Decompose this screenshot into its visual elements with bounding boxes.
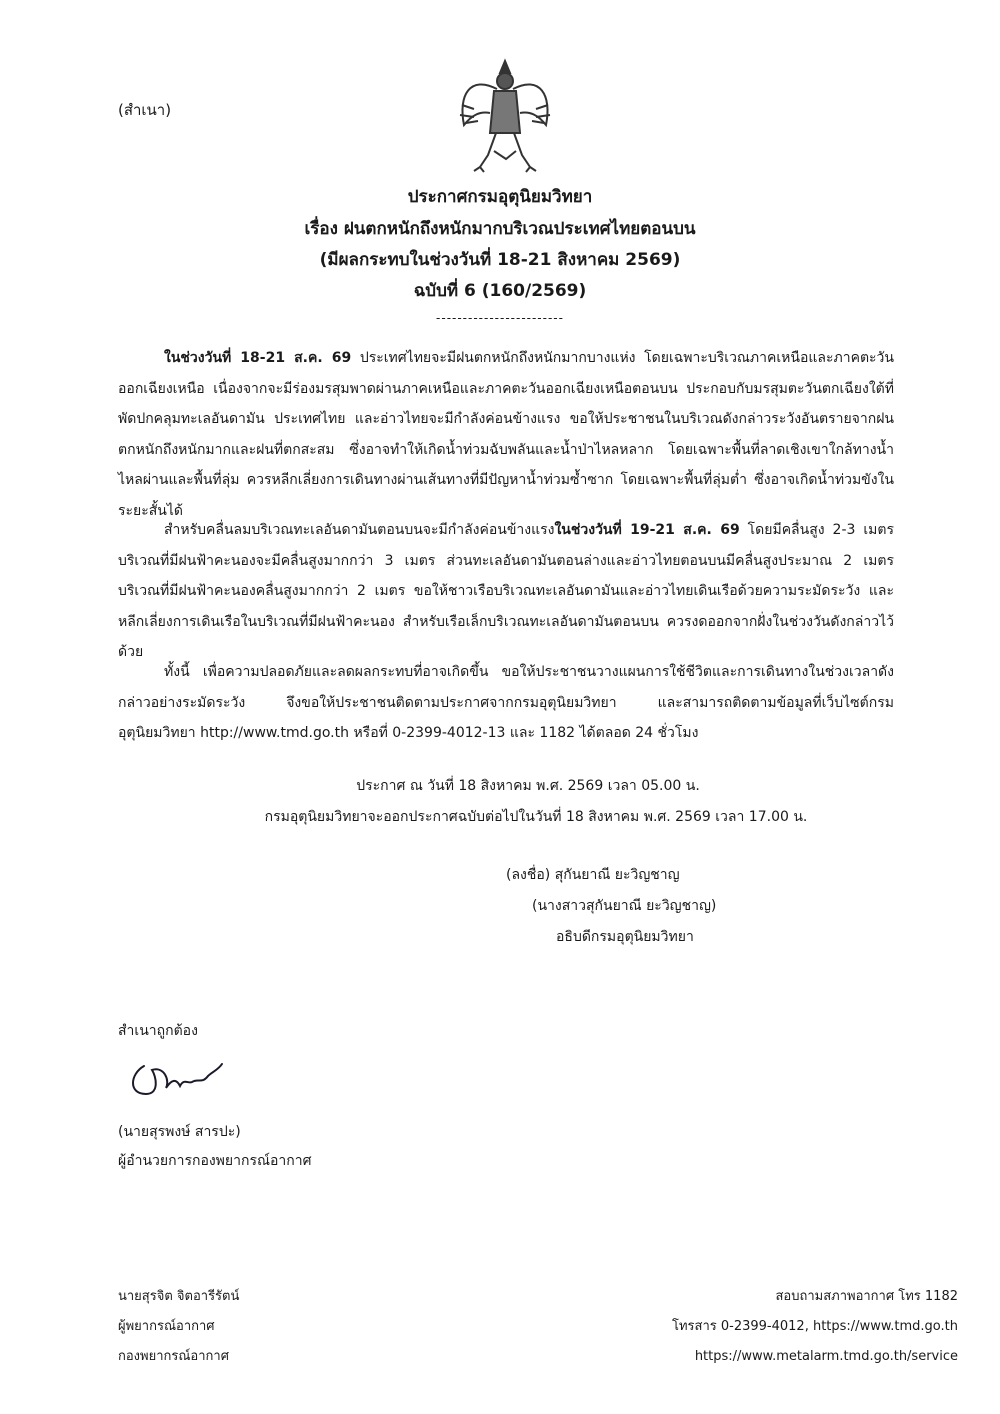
- footer-forecaster-division: กองพยากรณ์อากาศ: [118, 1349, 229, 1364]
- garuda-emblem-icon: [450, 55, 560, 175]
- announcement-subject: เรื่อง ฝนตกหนักถึงหนักมากบริเวณประเทศไทยตอนบน: [304, 219, 696, 239]
- paragraph-safety-text: ทั้งนี้ เพื่อความปลอดภัยและลดผลกระทบที่อาจเกิดขึ้น ขอให้ประชาชนวางแผนการใช้ชีวิตและการเดินทางในช่วงเวลาดังกล่าวอย่างระมัดระวัง จึงขอให้ประชาชนติดตามประกาศจากกรมอุตุนิยมวิทยา และสามารถติดตามข้อมูลที่เว็บไซต์กรมอุตุนิยมวิทยา http://www.tmd.go.th หรือที่ 0-2399-4012-13 และ 1182 ได้ตลอด 24 ชั่วโมง: [118, 664, 894, 741]
- footer-service-link: https://www.metalarm.tmd.go.th/service: [694, 1349, 958, 1364]
- paragraph-wave-warning: [118, 515, 894, 668]
- footer-forecaster: [118, 1282, 239, 1372]
- paragraph-wave-text-a: สำหรับคลื่นลมบริเวณทะเลอันดามันตอนบนจะมีกำลังค่อนข้างแรง: [164, 522, 555, 538]
- copy-label: (สำเนา): [118, 101, 172, 119]
- signatory-position: อธิบดีกรมอุตุนิยมวิทยา: [556, 929, 694, 945]
- handwritten-signature-icon: [126, 1054, 226, 1102]
- certifier-block: [118, 1118, 311, 1176]
- signatory-block: [506, 860, 716, 953]
- footer-contact: [672, 1282, 958, 1372]
- paragraph-safety-advice: [118, 657, 894, 749]
- announcement-issue-number: ฉบับที่ 6 (160/2569): [413, 281, 587, 301]
- paragraph-rain-text: ประเทศไทยจะมีฝนตกหนักถึงหนักมากบางแห่ง โดยเฉพาะบริเวณภาคเหนือและภาคตะวันออกเฉียงเหนือ เนื่องจากจะมีร่องมรสุมพาดผ่านภาคเหนือและภาคตะวันออกเฉียงเหนือตอนบน ประกอบกับมรสุมตะวันตกเฉียงใต้ที่พัดปกคลุมทะเลอันดามัน ประเทศไทย และอ่าวไทยจะมีกำลังค่อนข้างแรง ขอให้ประชาชนในบริเวณดังกล่าวระวังอันตรายจากฝนตกหนักถึงหนักมากและฝนที่ตกสะสม ซึ่งอาจทำให้เกิดน้ำท่วมฉับพลันและน้ำป่าไหลหลาก โดยเฉพาะพื้นที่ลาดเชิงเขาใกล้ทางน้ำไหลผ่านและพื้นที่ลุ่ม ควรหลีกเลี่ยงการเดินทางผ่านเส้นทางที่มีปัญหาน้ำท่วมซ้ำซาก โดยเฉพาะพื้นที่ลุ่มต่ำ ซึ่งอาจเกิดน้ำท่วมขังในระยะสั้นได้: [118, 350, 894, 519]
- certifier-position: ผู้อำนวยการกองพยากรณ์อากาศ: [118, 1153, 312, 1169]
- paragraph-wave-text-b: โดยมีคลื่นสูง 2-3 เมตร บริเวณที่มีฝนฟ้าคะนองจะมีคลื่นสูงมากกว่า 3 เมตร ส่วนทะเลอันดามันตอนล่างและอ่าวไทยตอนบนมีคลื่นสูงประมาณ 2 เมตร บริเวณที่มีฝนฟ้าคะนองคลื่นสูงมากกว่า 2 เมตร ขอให้ชาวเรือบริเวณทะเลอันดามันและอ่าวไทยเดินเรือด้วยความระมัดระวัง และหลีกเลี่ยงการเดินเรือในบริเวณที่มีฝนฟ้าคะนอง สำหรับเรือเล็กบริเวณทะเลอันดามันตอนบน ควรงดออกจากฝั่งในช่วงวันดังกล่าวไว้ด้วย: [118, 522, 894, 660]
- announcement-impact-period: (มีผลกระทบในช่วงวันที่ 18-21 สิงหาคม 2569): [319, 250, 681, 270]
- next-issue-datetime: กรมอุตุนิยมวิทยาจะออกประกาศฉบับต่อไปในวันที่ 18 สิงหาคม พ.ศ. 2569 เวลา 17.00 น.: [264, 809, 808, 825]
- certified-copy-label: สำเนาถูกต้อง: [118, 1023, 198, 1039]
- paragraph-wave-period: ในช่วงวันที่ 19-21 ส.ค. 69: [554, 522, 740, 538]
- footer-forecaster-name: นายสุรจิต จิตอารีรัตน์: [118, 1289, 240, 1304]
- paragraph-rain-period: ในช่วงวันที่ 18-21 ส.ค. 69: [164, 350, 352, 366]
- paragraph-rain-warning: [118, 343, 894, 526]
- announcement-title: ประกาศกรมอุตุนิยมวิทยา: [407, 187, 593, 207]
- divider: ------------------------: [436, 311, 564, 325]
- issued-datetime: ประกาศ ณ วันที่ 18 สิงหาคม พ.ศ. 2569 เวลา 05.00 น.: [356, 778, 700, 794]
- footer-phone: สอบถามสภาพอากาศ โทร 1182: [775, 1289, 958, 1304]
- certifier-name: (นายสุรพงษ์ สารปะ): [118, 1124, 241, 1140]
- signatory-signed: (ลงชื่อ) สุกันยาณี ยะวิญชาญ: [506, 867, 680, 883]
- signatory-name: (นางสาวสุกันยาณี ยะวิญชาญ): [532, 898, 717, 914]
- footer-fax-website: โทรสาร 0-2399-4012, https://www.tmd.go.th: [672, 1319, 958, 1334]
- footer-forecaster-role: ผู้พยากรณ์อากาศ: [118, 1319, 215, 1334]
